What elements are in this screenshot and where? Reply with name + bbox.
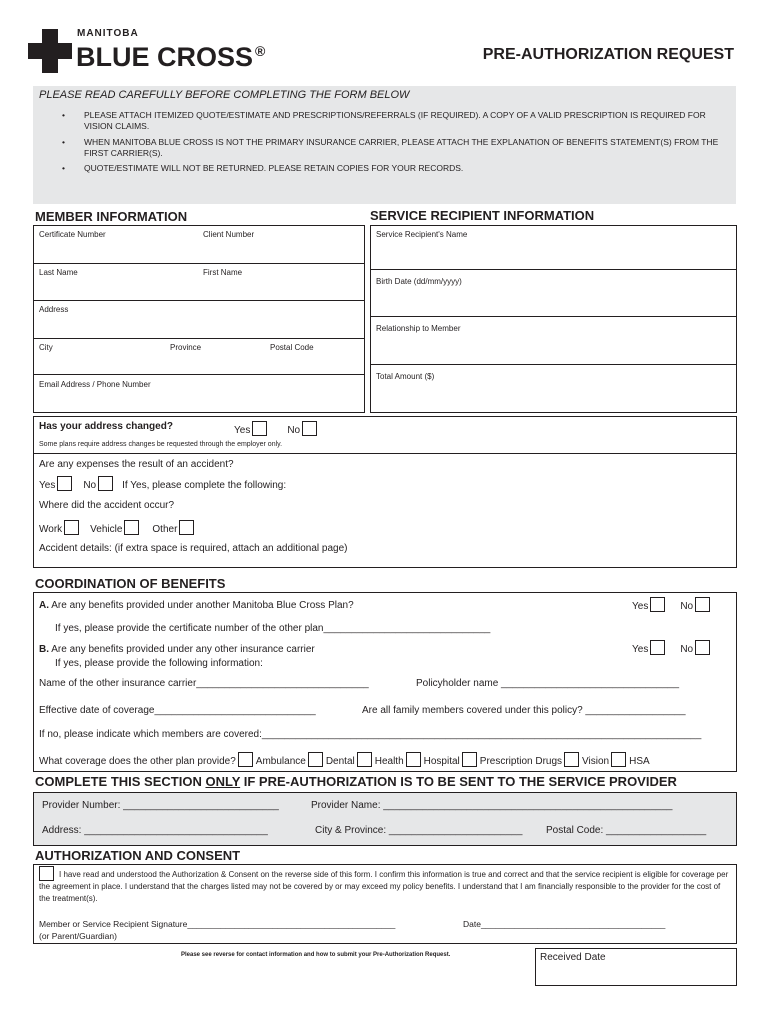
coverage-option-label: Health: [374, 756, 404, 767]
cob-b-followup: If yes, please provide the following information:: [55, 658, 263, 669]
cob-question-b: B. Are any benefits provided under any other insurance carrier: [39, 644, 315, 655]
coverage-option-label: Hospital: [423, 756, 460, 767]
vehicle-label: Vehicle: [90, 524, 123, 535]
total-amount-field[interactable]: Total Amount ($): [376, 372, 435, 381]
covered-members-field[interactable]: If no, please indicate which members are covered:_______________________________________________________________________________: [39, 729, 702, 740]
divider: [370, 316, 737, 317]
ambulance-checkbox[interactable]: [238, 752, 253, 767]
vision-checkbox[interactable]: [564, 752, 579, 767]
accident-details-field[interactable]: Accident details: (if extra space is required, attach an additional page): [39, 543, 348, 554]
address-no-label: No: [287, 425, 301, 436]
cob-b-no-checkbox[interactable]: [695, 640, 710, 655]
bullet-icon: •: [62, 163, 65, 173]
instruction-item: WHEN MANITOBA BLUE CROSS IS NOT THE PRIMARY INSURANCE CARRIER, PLEASE ATTACH THE EXPLANATION OF BENEFITS STATEMENT(S) FROM THE FIRST CARRIER(S).: [84, 137, 719, 158]
cob-a-no-label: No: [680, 601, 694, 612]
provider-name-field[interactable]: Provider Name: ____________________________________________________: [311, 800, 673, 811]
coverage-option-label: Prescription Drugs: [479, 756, 563, 767]
client-number-field[interactable]: Client Number: [203, 230, 255, 239]
divider: [370, 364, 737, 365]
address-change-note: Some plans require address changes be requested through the employer only.: [39, 441, 283, 448]
footer-note: Please see reverse for contact information and how to submit your Pre-Authorization Request.: [181, 952, 451, 958]
work-checkbox[interactable]: [64, 520, 79, 535]
divider: [33, 374, 365, 375]
prescription-drugs-checkbox[interactable]: [462, 752, 477, 767]
accident-no-label: No: [83, 480, 97, 491]
divider: [33, 300, 365, 301]
address-changed-options: [234, 421, 320, 436]
logo-text-blue-cross: BLUE CROSS ®: [76, 42, 266, 72]
provider-number-field[interactable]: Provider Number: ____________________________: [42, 800, 279, 811]
address-yes-checkbox[interactable]: [252, 421, 267, 436]
accident-no-checkbox[interactable]: [98, 476, 113, 491]
postal-code-field[interactable]: Postal Code: [270, 343, 314, 352]
instruction-item: PLEASE ATTACH ITEMIZED QUOTE/ESTIMATE AND PRESCRIPTIONS/REFERRALS (IF REQUIRED). A COPY OF A VALID PRESCRIPTION IS REQUIRED FOR VISION CLAIMS.: [84, 110, 706, 131]
cob-b-no-label: No: [680, 644, 694, 655]
guardian-note: (or Parent/Guardian): [39, 931, 117, 941]
blue-cross-logo-icon: [28, 29, 72, 73]
address-yes-label: Yes: [234, 425, 251, 436]
instruction-item: QUOTE/ESTIMATE WILL NOT BE RETURNED. PLEASE RETAIN COPIES FOR YOUR RECORDS.: [84, 163, 464, 173]
other-label: Other: [152, 524, 178, 535]
provider-address-field[interactable]: Address: _________________________________: [42, 825, 268, 836]
cob-title: COORDINATION OF BENEFITS: [35, 576, 226, 591]
health-checkbox[interactable]: [357, 752, 372, 767]
coverage-question: What coverage does the other plan provide?: [39, 756, 236, 767]
divider: [33, 263, 365, 264]
cob-b-yes-checkbox[interactable]: [650, 640, 665, 655]
certificate-number-field[interactable]: Certificate Number: [39, 230, 106, 239]
cob-a-no-checkbox[interactable]: [695, 597, 710, 612]
cob-b-options: [632, 640, 713, 655]
provider-city-field[interactable]: City & Province: ________________________: [315, 825, 523, 836]
instructions-heading: PLEASE READ CAREFULLY BEFORE COMPLETING THE FORM BELOW: [39, 89, 410, 101]
address-changed-row: [39, 421, 173, 432]
service-recipient-box: [370, 225, 737, 413]
address-changed-question: Has your address changed?: [39, 421, 173, 432]
first-name-field[interactable]: First Name: [203, 268, 243, 277]
accident-yes-label: Yes: [39, 480, 56, 491]
address-no-checkbox[interactable]: [302, 421, 317, 436]
cob-b-yes-label: Yes: [632, 644, 649, 655]
bullet-icon: •: [62, 110, 65, 120]
consent-text: I have read and understood the Authorization & Consent on the reverse side of this form. I confirm this information is true and correct and that the service recipient is eligible for coverage per the agreement in place. I understand that the charges listed may not be covered by or may exceed my policy benefits. I understand that I am financially responsible to the provider for the cost of the treatment(s).: [39, 870, 729, 903]
accident-location-options: [39, 520, 197, 535]
policyholder-field[interactable]: Policyholder name ________________________________: [416, 678, 680, 689]
cob-a-options: [632, 597, 713, 612]
other-plan-certificate-field[interactable]: If yes, please provide the certificate number of the other plan______________________________: [55, 623, 491, 634]
last-name-field[interactable]: Last Name: [39, 268, 78, 277]
recipient-name-field[interactable]: Service Recipient's Name: [376, 230, 468, 239]
date-field[interactable]: Date_______________________________________: [463, 919, 666, 929]
hospital-checkbox[interactable]: [406, 752, 421, 767]
signature-field[interactable]: Member or Service Recipient Signature____________________________________________: [39, 919, 396, 929]
dental-checkbox[interactable]: [308, 752, 323, 767]
city-field[interactable]: City: [39, 343, 53, 352]
divider: [33, 338, 365, 339]
relationship-field[interactable]: Relationship to Member: [376, 324, 461, 333]
provider-section-title: COMPLETE THIS SECTION ONLY IF PRE-AUTHORIZATION IS TO BE SENT TO THE SERVICE PROVIDER: [35, 774, 677, 789]
address-field[interactable]: Address: [39, 305, 69, 314]
service-recipient-title: SERVICE RECIPIENT INFORMATION: [370, 208, 595, 223]
accident-if-yes-text: If Yes, please complete the following:: [122, 480, 287, 491]
provider-postal-field[interactable]: Postal Code: __________________: [546, 825, 707, 836]
province-field[interactable]: Province: [170, 343, 202, 352]
cob-question-a: A. Are any benefits provided under another Manitoba Blue Cross Plan?: [39, 600, 354, 611]
accident-yes-checkbox[interactable]: [57, 476, 72, 491]
hsa-checkbox[interactable]: [611, 752, 626, 767]
work-label: Work: [39, 524, 63, 535]
consent-title: AUTHORIZATION AND CONSENT: [35, 848, 241, 863]
birth-date-field[interactable]: Birth Date (dd/mm/yyyy): [376, 277, 462, 286]
accident-where-question: Where did the accident occur?: [39, 500, 175, 511]
accident-options: [39, 476, 286, 491]
vehicle-checkbox[interactable]: [124, 520, 139, 535]
effective-date-field[interactable]: Effective date of coverage_____________________________: [39, 705, 316, 716]
other-checkbox[interactable]: [179, 520, 194, 535]
bullet-icon: •: [62, 137, 65, 147]
cob-a-yes-label: Yes: [632, 601, 649, 612]
member-info-title: MEMBER INFORMATION: [35, 209, 188, 224]
logo-text-manitoba: MANITOBA: [77, 28, 139, 39]
coverage-option-label: Ambulance: [255, 756, 306, 767]
coverage-option-label: Dental: [325, 756, 355, 767]
coverage-options-row: [39, 752, 650, 767]
accident-question: Are any expenses the result of an accident?: [39, 459, 234, 470]
other-carrier-field[interactable]: Name of the other insurance carrier_______________________________: [39, 678, 369, 689]
coverage-option-label: HSA: [629, 756, 650, 767]
email-phone-field[interactable]: Email Address / Phone Number: [39, 380, 151, 389]
cob-a-yes-checkbox[interactable]: [650, 597, 665, 612]
coverage-option-label: Vision: [582, 756, 610, 767]
received-date-label: Received Date: [540, 952, 606, 963]
divider: [370, 269, 737, 270]
family-covered-field[interactable]: Are all family members covered under this policy? __________________: [362, 705, 686, 716]
divider: [33, 453, 737, 454]
form-title: PRE-AUTHORIZATION REQUEST: [482, 46, 734, 63]
